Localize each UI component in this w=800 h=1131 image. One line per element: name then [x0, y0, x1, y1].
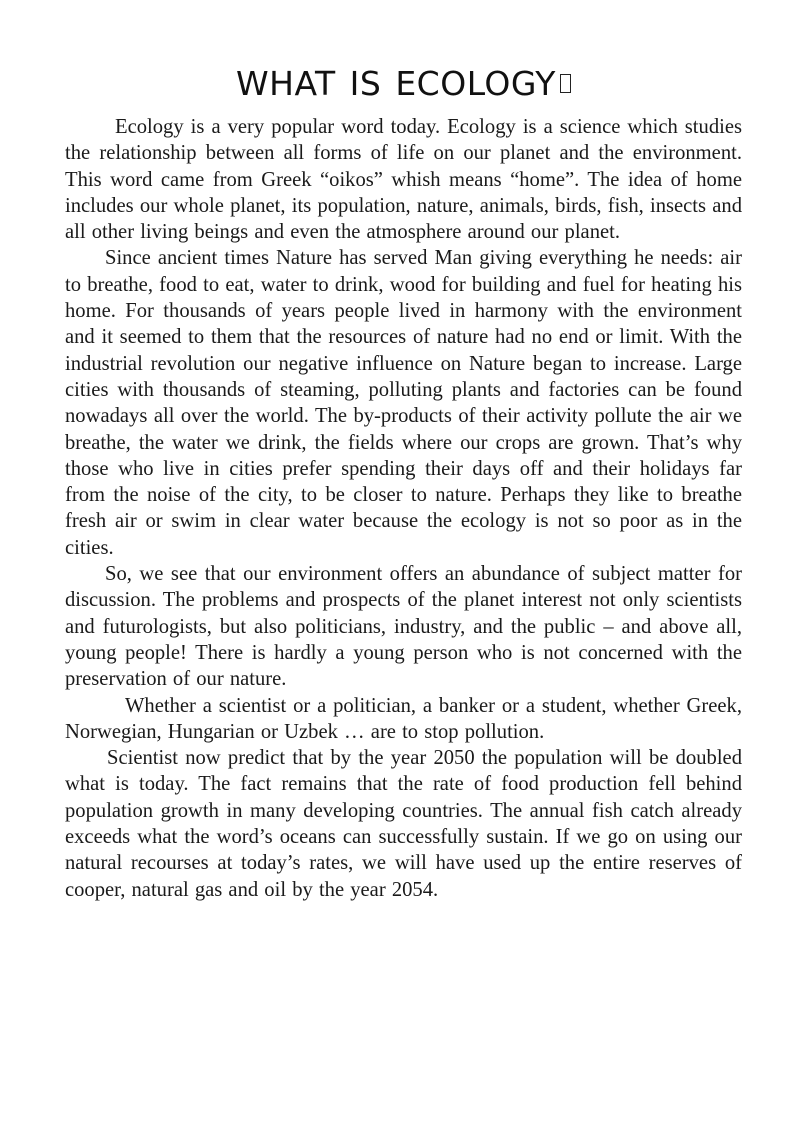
document-page — [65, 60, 742, 903]
document-title — [65, 60, 742, 108]
title-word: ECOLOGY — [395, 64, 556, 103]
paragraph-prediction: Scientist now predict that by the year 2050 the population will be doubled what is today. The fact remains that the rate of food production fell behind population growth in many developing countries. The annual fish catch already exceeds what the word’s oceans can successfully sustain. If we go on using our natural recourses at today’s rates, we will have used up the entire reserves of cooper, natural gas and oil by the year 2054. — [65, 747, 742, 901]
paragraph-intro: Ecology is a very popular word today. Ecology is a science which studies the relationship between all forms of life on our planet and the environment. This word came from Greek “oikos” whish means “home”. The idea of home includes our whole planet, its population, nature, animals, birds, fish, insects and all other living beings and even the atmosphere around our planet. — [65, 116, 742, 244]
paragraph-everyone: Whether a scientist or a politician, a banker or a student, whether Greek, Norwegian, Hungarian or Uzbek … are to stop pollution. — [65, 694, 742, 743]
title-word: IS — [349, 64, 382, 103]
title-word: WHAT — [236, 64, 336, 103]
paragraph-history: Since ancient times Nature has served Man giving everything he needs: air to breathe, food to eat, water to drink, wood for building and fuel for heating his home. For thousands of years people lived in harmony with the environment and it seemed to them that the resources of nature had no end or limit. With the industrial revolution our negative influence on Nature began to increase. Large cities with thousands of steaming, polluting plants and factories can be found nowadays all over the world. The by-products of their activity pollute the air we breathe, the water we drink, the fields where our crops are grown. That’s why those who live in cities prefer spending their days off and their holidays far from the noise of the city, to be closer to nature. Perhaps they like to breathe fresh air or swim in clear water because the ecology is not so poor as in the cities. — [65, 247, 742, 559]
paragraph-discussion: So, we see that our environment offers an abundance of subject matter for discussion. The problems and prospects of the planet interest not only scientists and futurologists, but also politicians, industry, and the public – and above all, young people! There is hardly a young person who is not concerned with the preservation of our nature. — [65, 563, 742, 691]
missing-glyph-icon — [560, 74, 571, 93]
